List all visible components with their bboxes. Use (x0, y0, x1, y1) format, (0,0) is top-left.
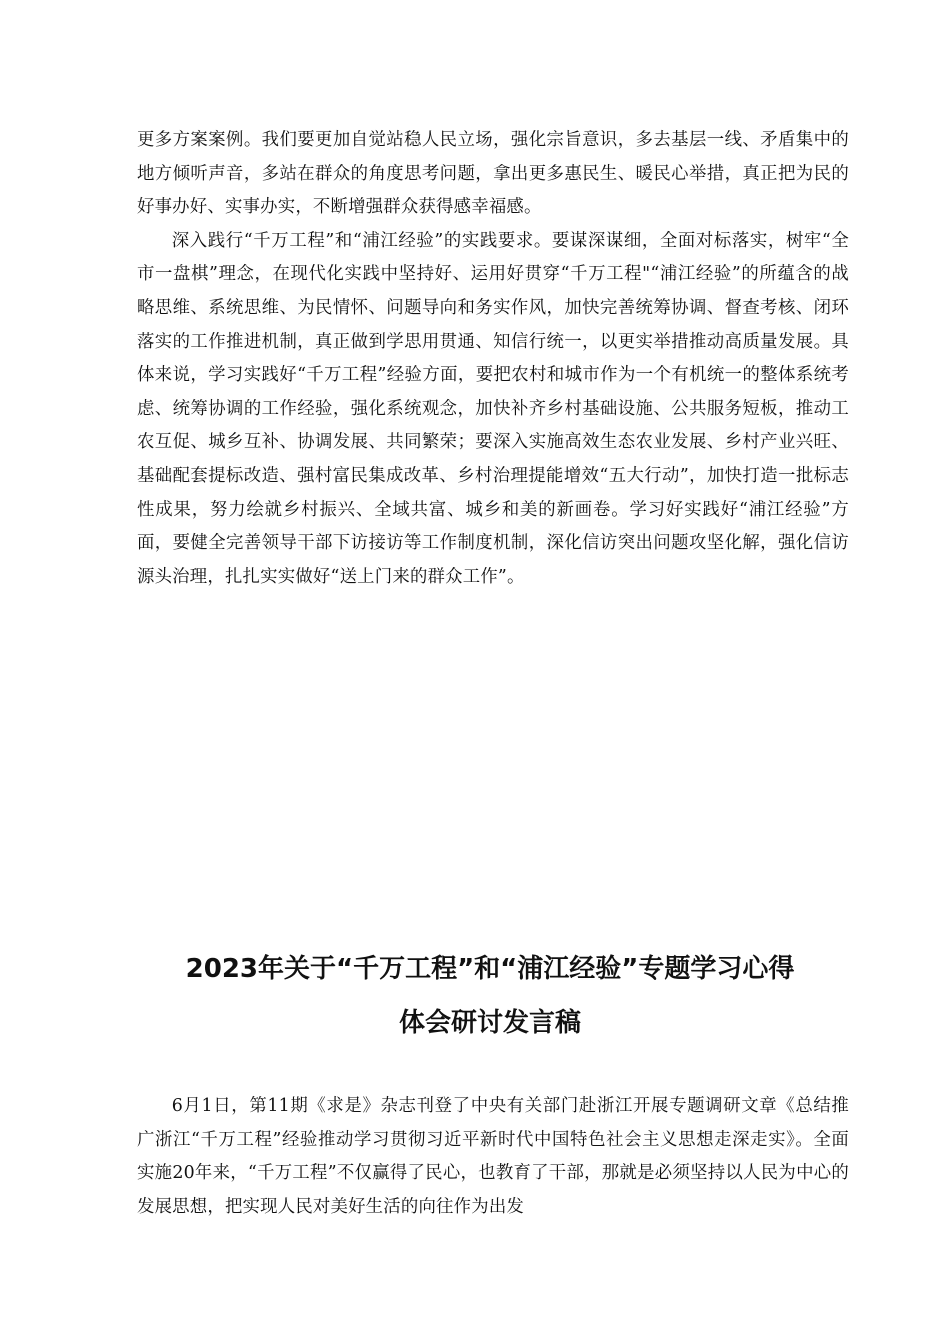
article-intro-paragraph: 6月1日，第11期《求是》杂志刊登了中央有关部门赴浙江开展专题调研文章《总结推广浙江“千万工程”经验推动学习贯彻习近平新时代中国特色社会主义思想走深走实》。全面实施20年来，“千万工程”不仅赢得了民心，也教育了干部，那就是必须坚持以人民为中心的发展思想，把实现人民对美好生活的向往作为出发 (137, 1096, 849, 1217)
article-title-line-1: 2023年关于“千万工程”和“浦江经验”专题学习心得 (185, 954, 795, 984)
practice-requirements-paragraph: 深入践行“千万工程”和“浦江经验”的实践要求。要谋深谋细，全面对标落实，树牢“全市一盘棋”理念，在现代化实践中坚持好、运用好贯穿“千万工程"“浦江经验”的所蕴含的战略思维、系统思维、为民情怀、问题导向和务实作风，加快完善统筹协调、督查考核、闭环落实的工作推进机制，真正做到学思用贯通、知信行统一，以更实举措推动高质量发展。具体来说，学习实践好“千万工程”经验方面，要把农村和城市作为一个有机统一的整体系统考虑、统筹协调的工作经验，强化系统观念，加快补齐乡村基础设施、公共服务短板，推动工农互促、城乡互补、协调发展、共同繁荣；要深入实施高效生态农业发展、乡村产业兴旺、基础配套提标改造、强村富民集成改革、乡村治理提能增效“五大行动”，加快打造一批标志性成果，努力绘就乡村振兴、全域共富、城乡和美的新画卷。学习好实践好“浦江经验”方面，要健全完善领导干部下访接访等工作制度机制，深化信访突出问题攻坚化解，强化信访源头治理，扎扎实实做好“送上门来的群众工作”。 (137, 230, 849, 587)
article-title (110, 942, 870, 1050)
continuation-section (137, 124, 849, 594)
article-body (137, 1090, 849, 1224)
continuation-paragraph: 更多方案案例。我们要更加自觉站稳人民立场，强化宗旨意识，多去基层一线、矛盾集中的地方倾听声音，多站在群众的角度思考问题，拿出更多惠民生、暖民心举措，真正把为民的好事办好、实事办实，不断增强群众获得感幸福感。 (137, 130, 849, 218)
article-title-line-2: 体会研讨发言稿 (398, 1008, 581, 1038)
